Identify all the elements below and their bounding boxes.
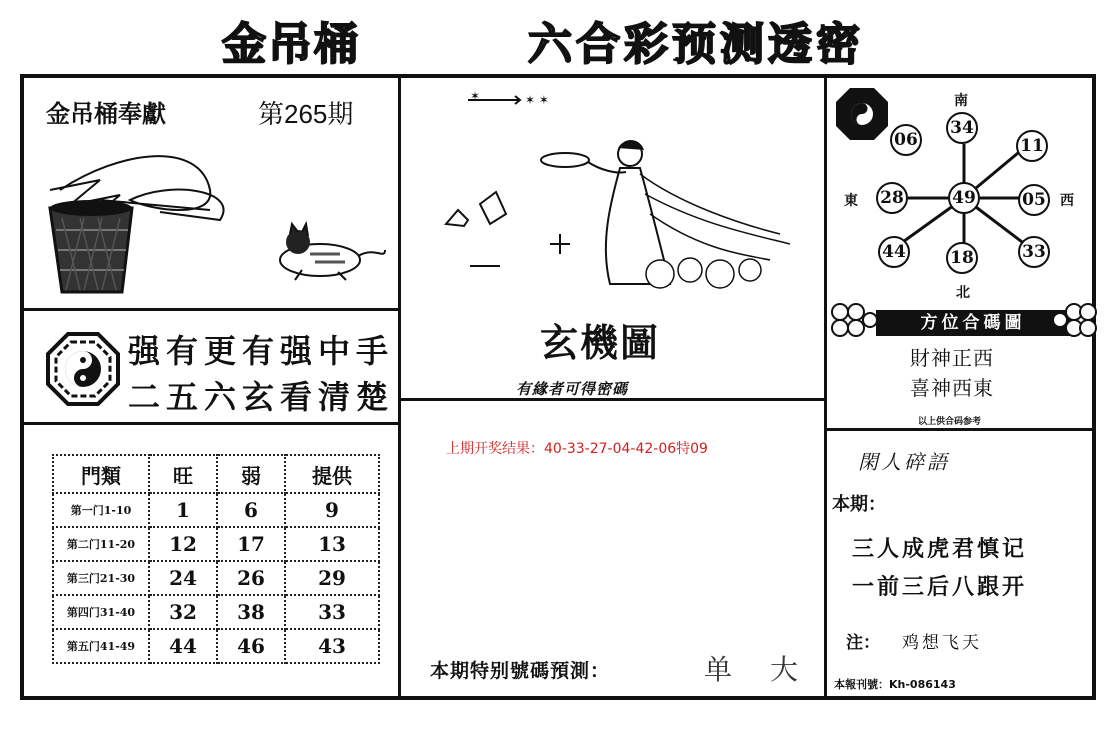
cell-value: 26 xyxy=(217,561,285,595)
chat-this-period: 本期： xyxy=(832,494,886,515)
direction-banner: 方位合碼圖 xyxy=(876,310,1070,336)
bucket-cat-illustration xyxy=(40,150,390,302)
table-row xyxy=(53,493,379,527)
prediction-value-1: 单 xyxy=(704,653,733,686)
table-row xyxy=(53,595,379,629)
table-row xyxy=(53,629,379,663)
compass-num-bottomleft: 44 xyxy=(878,236,910,268)
compass-num-left: 28 xyxy=(876,182,908,214)
table-header-row xyxy=(53,455,379,493)
category-table xyxy=(52,454,380,664)
last-result: 上期开奖结果：40-33-27-04-42-06特09 xyxy=(446,441,708,457)
chat-note-text: 鸡想飞天 xyxy=(902,633,982,653)
fairy-illustration xyxy=(420,84,810,304)
proverb-line-1: 强有更有强中手 xyxy=(128,332,395,370)
divider-right xyxy=(824,76,827,698)
cell-value: 24 xyxy=(149,561,217,595)
cell-value: 32 xyxy=(149,595,217,629)
svg-text:✶ ✶: ✶ ✶ xyxy=(525,93,549,107)
divider-left-1 xyxy=(22,308,400,311)
issue-number: 第265期 xyxy=(258,99,354,129)
cell-value: 13 xyxy=(285,527,379,561)
cell-value: 17 xyxy=(217,527,285,561)
table-row xyxy=(53,561,379,595)
cell-value: 9 xyxy=(285,493,379,527)
brand-title: 金吊桶 xyxy=(222,19,360,70)
row-label: 第三门21-30 xyxy=(53,561,149,595)
row-label: 第五门41-49 xyxy=(53,629,149,663)
cell-value: 12 xyxy=(149,527,217,561)
compass-north: 北 xyxy=(956,285,970,301)
compass-west: 西 xyxy=(1060,193,1074,209)
svg-text:✶: ✶ xyxy=(470,89,481,103)
row-label: 第二门11-20 xyxy=(53,527,149,561)
cell-value: 46 xyxy=(217,629,285,663)
compass-num-right: 05 xyxy=(1018,184,1050,216)
tribute-label: 金吊桶奉獻 xyxy=(46,100,166,128)
banner-left-ornament xyxy=(828,300,878,340)
table-row xyxy=(53,527,379,561)
cell-value: 1 xyxy=(149,493,217,527)
table-header-strong: 旺 xyxy=(149,455,217,493)
cell-value: 33 xyxy=(285,595,379,629)
xuanji-subtitle: 有緣者可得密碼 xyxy=(516,380,629,398)
banner-right-ornament xyxy=(1050,300,1100,340)
chat-line-2: 一前三后八跟开 xyxy=(852,575,1028,600)
compass-num-bottomright: 33 xyxy=(1018,236,1050,268)
compass-num-top: 34 xyxy=(946,112,978,144)
page-title: 六合彩预测透密 xyxy=(528,19,864,70)
table-header-provide: 提供 xyxy=(285,455,379,493)
chat-title: 閑人碎語 xyxy=(858,450,950,474)
chat-note-label: 注： xyxy=(846,633,880,653)
row-label: 第四门31-40 xyxy=(53,595,149,629)
table-header-category: 門類 xyxy=(53,455,149,493)
divider-left-2 xyxy=(22,422,400,425)
divider-left xyxy=(398,76,401,698)
compass-south: 南 xyxy=(954,93,968,109)
direction-note: 以上供合码参考 xyxy=(918,417,982,427)
compass-east: 東 xyxy=(844,193,858,209)
cell-value: 44 xyxy=(149,629,217,663)
divider-right-1 xyxy=(826,428,1094,431)
direction-line-2: 喜神西東 xyxy=(910,376,994,400)
compass-num-topleft: 06 xyxy=(890,124,922,156)
paper-code: 本報刊號：Kh-086143 xyxy=(834,678,956,691)
direction-line-1: 財神正西 xyxy=(910,346,994,370)
chat-line-1: 三人成虎君慎记 xyxy=(852,537,1028,562)
cell-value: 29 xyxy=(285,561,379,595)
prediction-label: 本期特别號碼預測： xyxy=(430,660,611,682)
table-header-weak: 弱 xyxy=(217,455,285,493)
prediction-value-2: 大 xyxy=(770,653,799,686)
xuanji-title: 玄機圖 xyxy=(540,320,661,365)
cell-value: 6 xyxy=(217,493,285,527)
cell-value: 43 xyxy=(285,629,379,663)
compass-num-center: 49 xyxy=(948,182,980,214)
bagua-icon xyxy=(46,332,120,406)
compass-num-topright: 11 xyxy=(1016,130,1048,162)
proverb-line-2: 二五六玄看清楚 xyxy=(128,378,395,416)
cell-value: 38 xyxy=(217,595,285,629)
row-label: 第一门1-10 xyxy=(53,493,149,527)
compass-num-bottom: 18 xyxy=(946,242,978,274)
